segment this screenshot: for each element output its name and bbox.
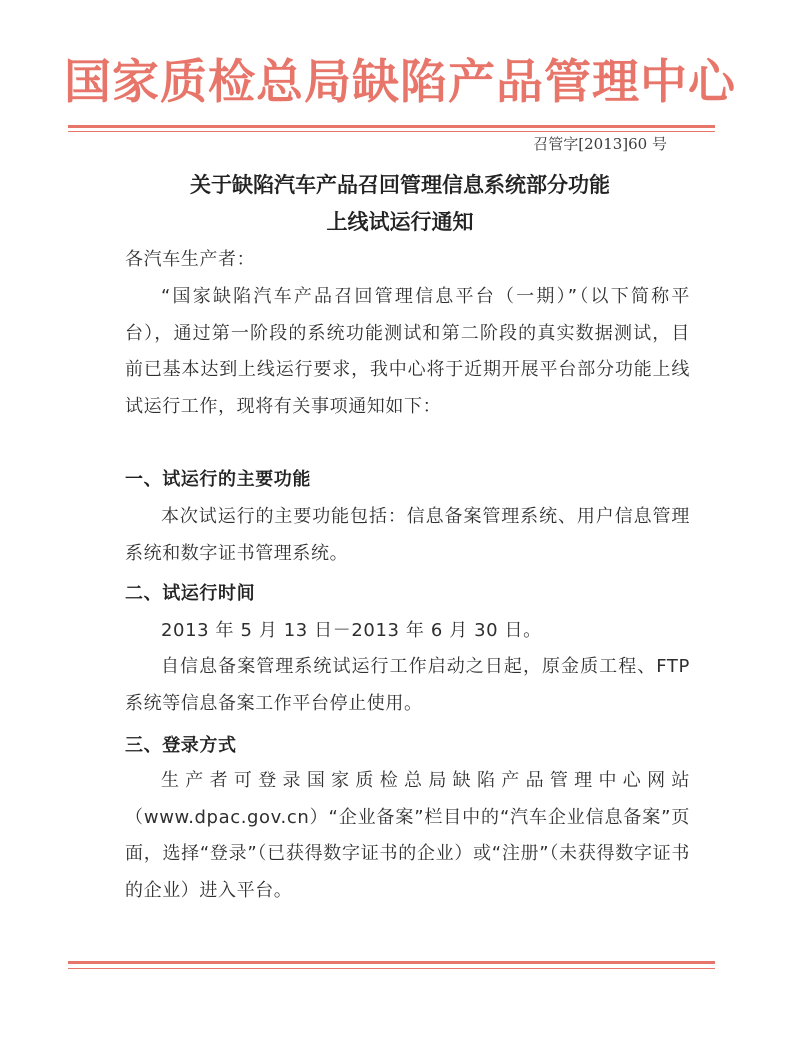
footer-rule-thin — [68, 968, 715, 969]
salutation: 各汽车生产者： — [125, 249, 256, 270]
letterhead-rule-top-thick — [68, 125, 715, 128]
section-heading-login: 三、登录方式 — [125, 735, 237, 756]
intro-paragraph: “国家缺陷汽车产品召回管理信息平台（一期）”（以下简称平台），通过第一阶段的系统功能测试和第二阶段的真实数据测试，目前已基本达到上线运行要求，我中心将于近期开展平台部分功能上线试运行工作，现将有关事项通知如下： — [125, 286, 690, 417]
notice-title-line-2: 上线试运行通知 — [326, 209, 474, 234]
login-paragraph: 生产者可登录国家质检总局缺陷产品管理中心网站（www.dpac.gov.cn）“企业备案”栏目中的“汽车企业信息备案”页面，选择“登录”（已获得数字证书的企业）或“注册”（未获得数字证书的企业）进入平台。 — [125, 770, 690, 901]
period-paragraph: 2013 年 5 月 13 日－2013 年 6 月 30 日。 — [161, 620, 542, 641]
functions-paragraph: 本次试运行的主要功能包括：信息备案管理系统、用户信息管理系统和数字证书管理系统。 — [125, 506, 690, 564]
notice-title-line-1: 关于缺陷汽车产品召回管理信息系统部分功能 — [190, 172, 610, 197]
letterhead-rule-top-thin — [68, 131, 715, 132]
section-heading-functions: 一、试运行的主要功能 — [125, 469, 311, 490]
letterhead-title: 国家质检总局缺陷产品管理中心 — [64, 55, 736, 110]
footer-rule-thick — [68, 961, 715, 964]
period-note-paragraph: 自信息备案管理系统试运行工作启动之日起，原金质工程、FTP 系统等信息备案工作平台停止使用。 — [125, 656, 690, 714]
document-number: 召管字[2013]60 号 — [533, 135, 667, 153]
section-heading-period: 二、试运行时间 — [125, 583, 256, 604]
